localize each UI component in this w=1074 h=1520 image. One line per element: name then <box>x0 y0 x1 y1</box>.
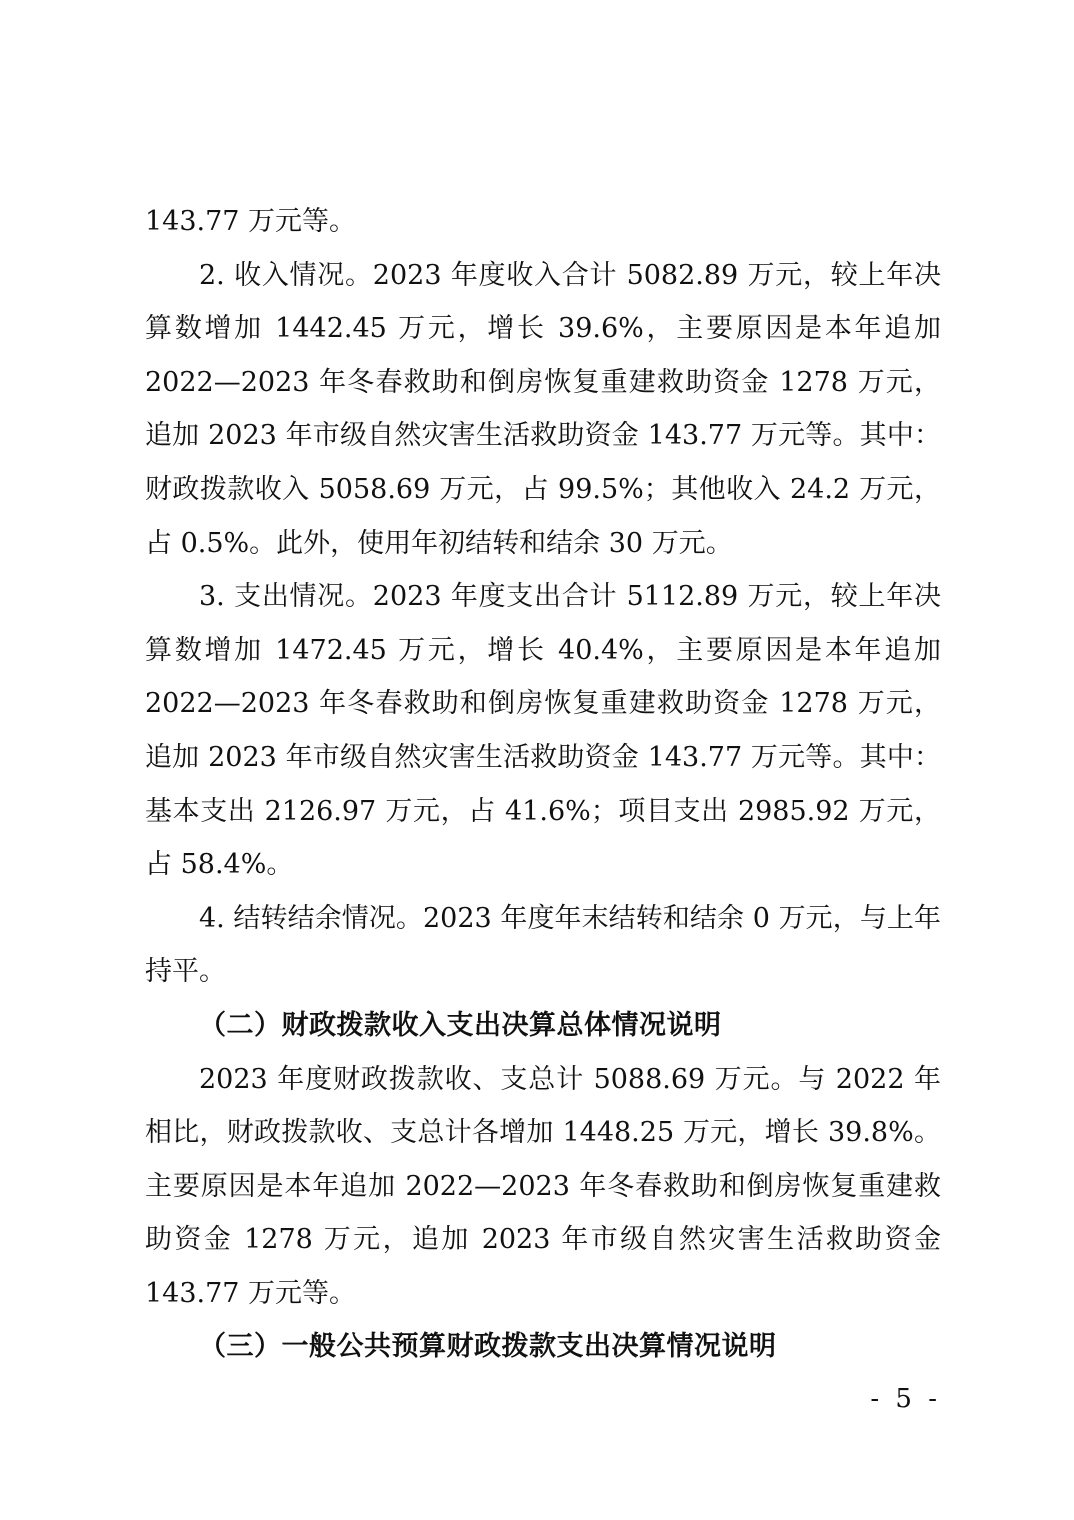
paragraph-carryover: 4. 结转结余情况。2023 年度年末结转和结余 0 万元，与上年持平。 <box>145 902 941 988</box>
paragraph-fiscal-total: 2023 年度财政拨款收、支总计 5088.69 万元。与 2022 年相比，财政拨款收、支总计各增加 1448.25 万元，增长 39.8%。主要原因是本年追加 2022—2023 年冬春救助和倒房恢复重建救助资金 1278 万元，追加 2023 年市级自然灾害生活救助资金 143.77 万元等。 <box>145 1063 941 1309</box>
document-body <box>145 195 941 1374</box>
section-heading-3: （三）一般公共预算财政拨款支出决算情况说明 <box>199 1331 777 1363</box>
paragraph-income: 2. 收入情况。2023 年度收入合计 5082.89 万元，较上年决算数增加 1442.45 万元，增长 39.6%，主要原因是本年追加 2022—2023 年冬春救助和倒房恢复重建救助资金 1278 万元，追加 2023 年市级自然灾害生活救助资金 143.77 万元等。其中：财政拨款收入 5058.69 万元，占 99.5%；其他收入 24.2 万元，占 0.5%。此外，使用年初结转和结余 30 万元。 <box>145 259 941 559</box>
page-number: - 5 - <box>870 1384 941 1414</box>
section-heading-2: （二）财政拨款收入支出决算总体情况说明 <box>199 1009 722 1041</box>
paragraph-continuation: 143.77 万元等。 <box>145 206 357 237</box>
paragraph-expenditure: 3. 支出情况。2023 年度支出合计 5112.89 万元，较上年决算数增加 1472.45 万元，增长 40.4%，主要原因是本年追加 2022—2023 年冬春救助和倒房恢复重建救助资金 1278 万元，追加 2023 年市级自然灾害生活救助资金 143.77 万元等。其中：基本支出 2126.97 万元，占 41.6%；项目支出 2985.92 万元，占 58.4%。 <box>145 581 941 881</box>
